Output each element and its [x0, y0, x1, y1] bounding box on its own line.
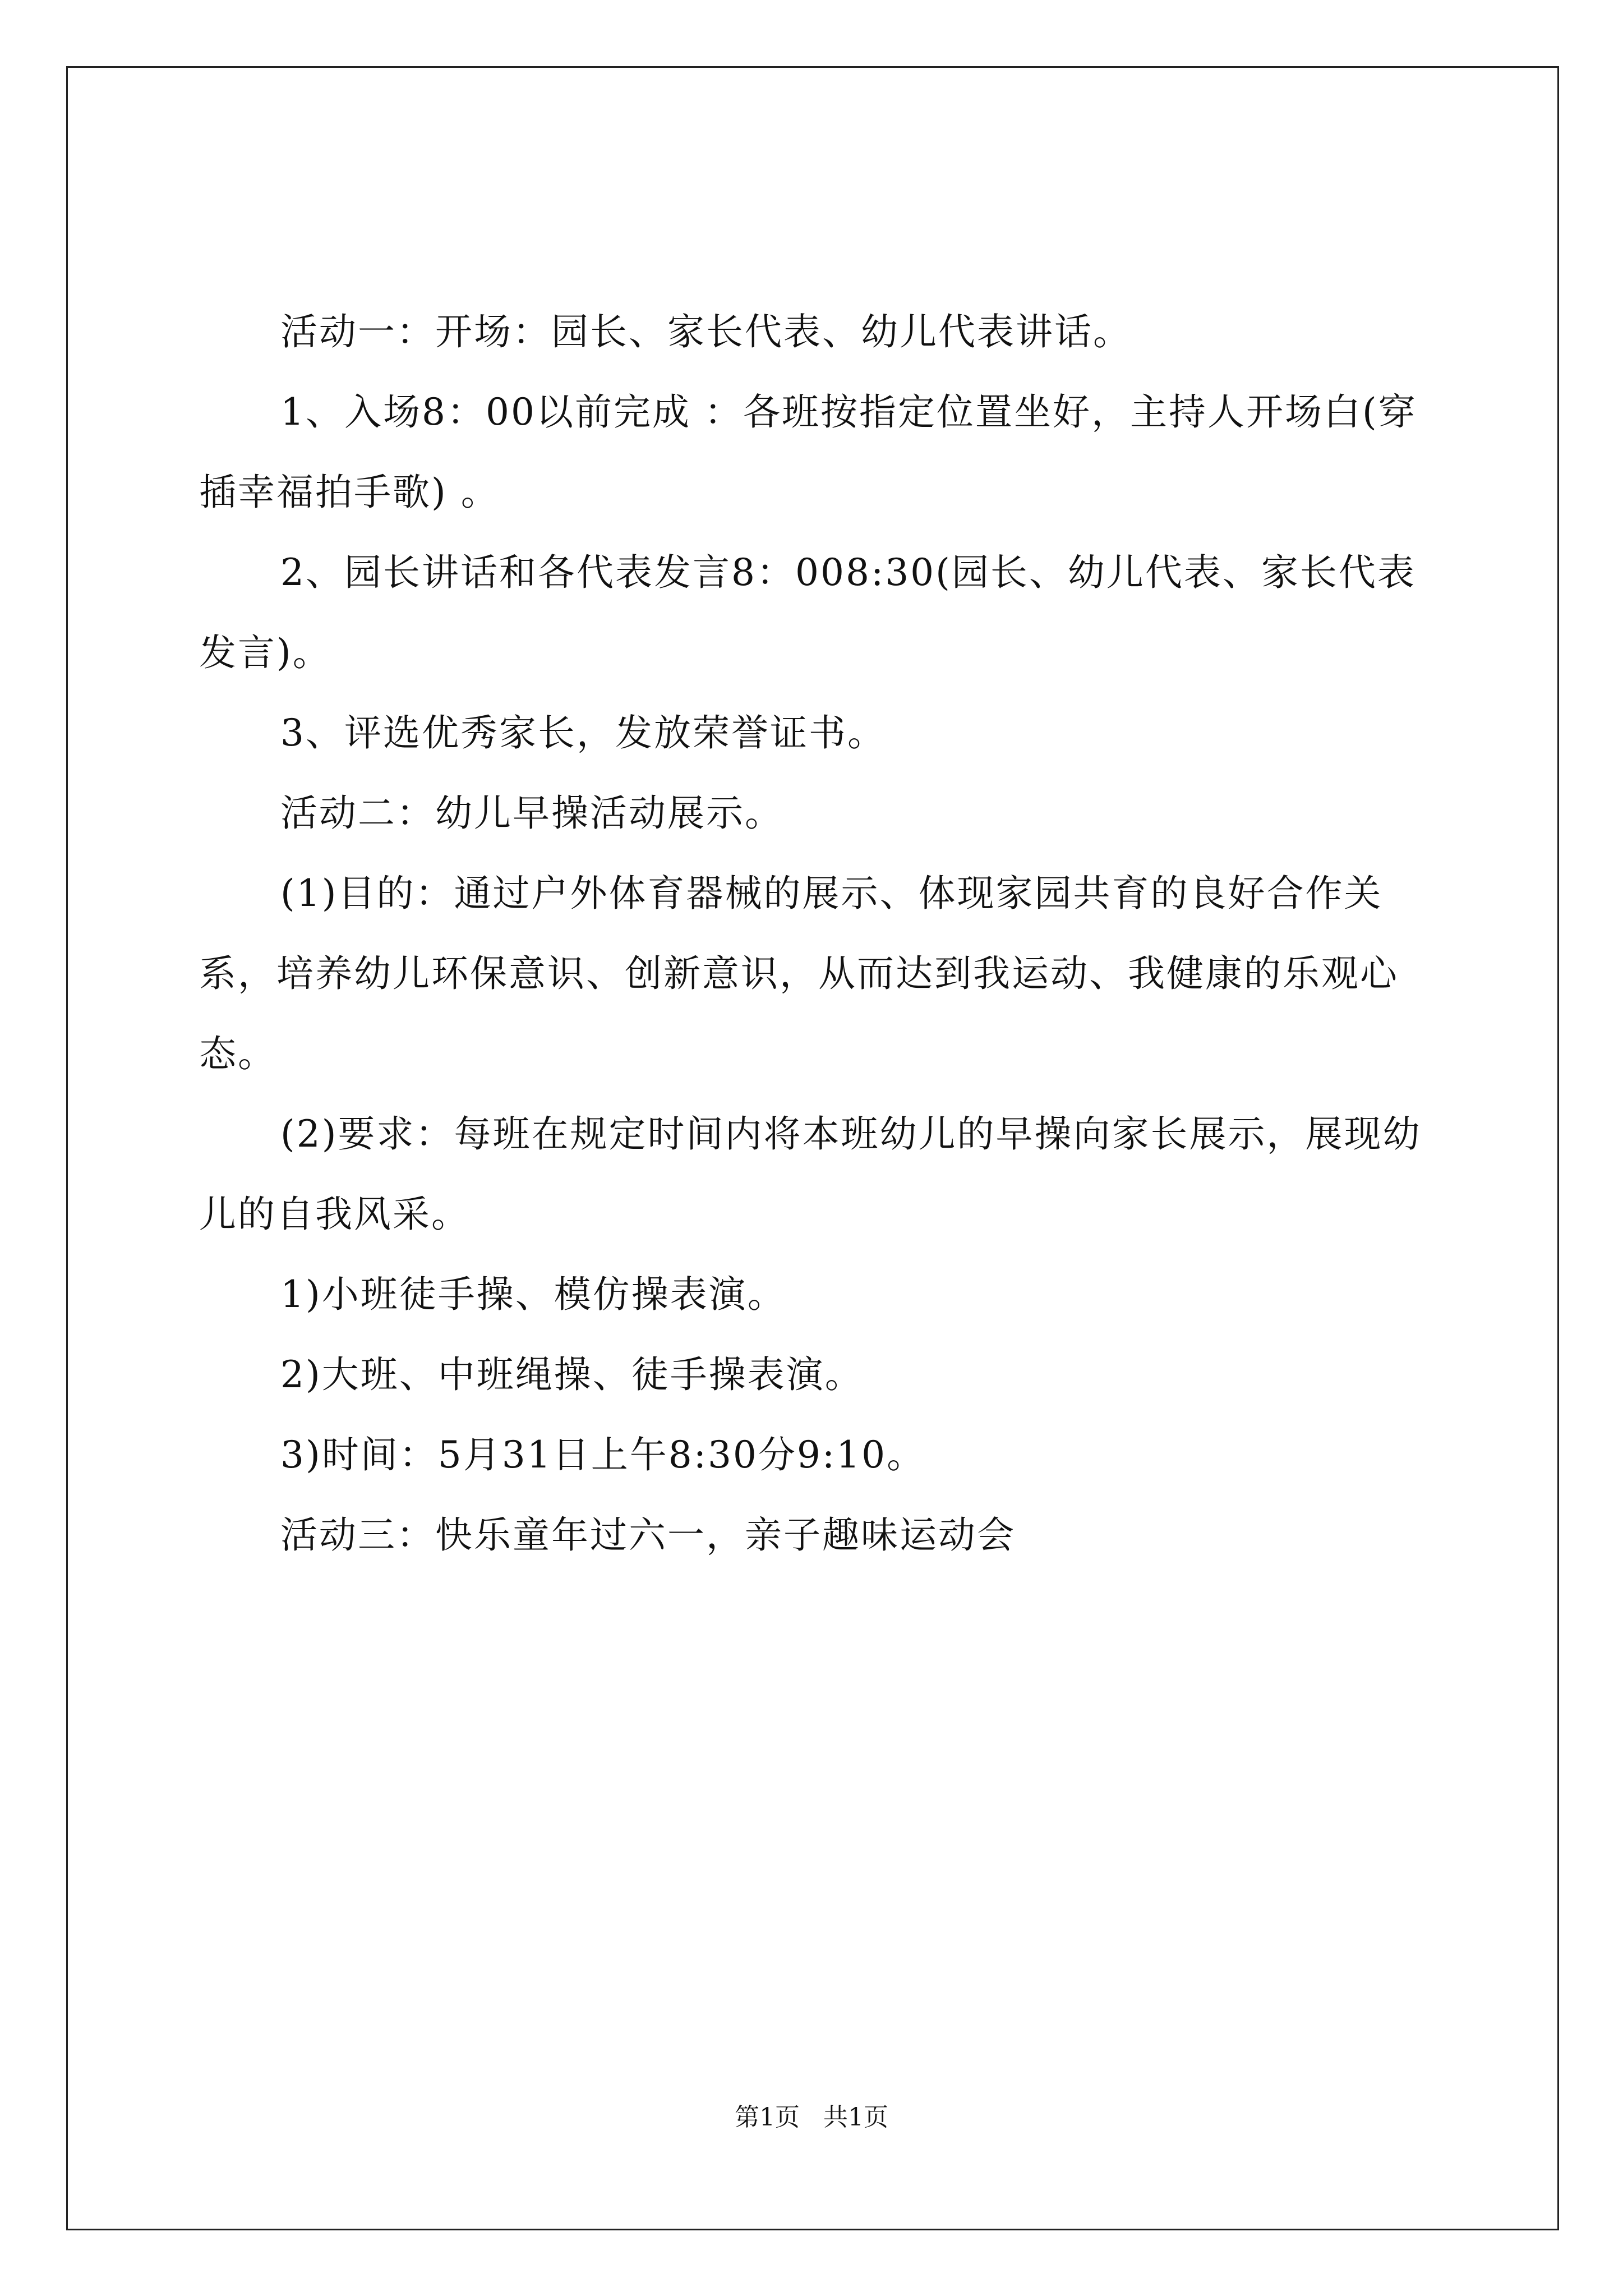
page-number-total: 共1页: [823, 2103, 888, 2132]
paragraph-requirements: (2)要求：每班在规定时间内将本班幼儿的早操向家长展示，展现幼儿的自我风采。: [199, 1112, 1422, 1236]
paragraph-purpose: (1)目的：通过户外体育器械的展示、体现家园共育的良好合作关系，培养幼儿环保意识、创新意识，从而达到我运动、我健康的乐观心态。: [199, 872, 1399, 1075]
paragraph-entry: 1、入场8：00以前完成 ：各班按指定位置坐好，主持人开场白(穿插幸福拍手歌) 。: [199, 390, 1417, 514]
paragraph-time: 3)时间：5月31日上午8:30分9:10。: [280, 1433, 926, 1476]
page-footer: [0, 2101, 1623, 2134]
paragraph-activity-2-title: 活动二：幼儿早操活动展示。: [280, 792, 783, 835]
paragraph-small-class: 1)小班徒手操、模仿操表演。: [280, 1273, 786, 1316]
document-body: [199, 292, 1430, 1575]
paragraph-large-middle-class: 2)大班、中班绳操、徒手操表演。: [280, 1353, 864, 1396]
page-number-current: 第1页: [735, 2103, 800, 2132]
paragraph-activity-1-title: 活动一：开场：园长、家长代表、幼儿代表讲话。: [280, 310, 1132, 353]
paragraph-activity-3-title: 活动三：快乐童年过六一，亲子趣味运动会: [280, 1513, 1016, 1557]
paragraph-awards: 3、评选优秀家长，发放荣誉证书。: [280, 711, 886, 754]
paragraph-speeches: 2、园长讲话和各代表发言8：008:30(园长、幼儿代表、家长代表发言)。: [199, 551, 1416, 674]
